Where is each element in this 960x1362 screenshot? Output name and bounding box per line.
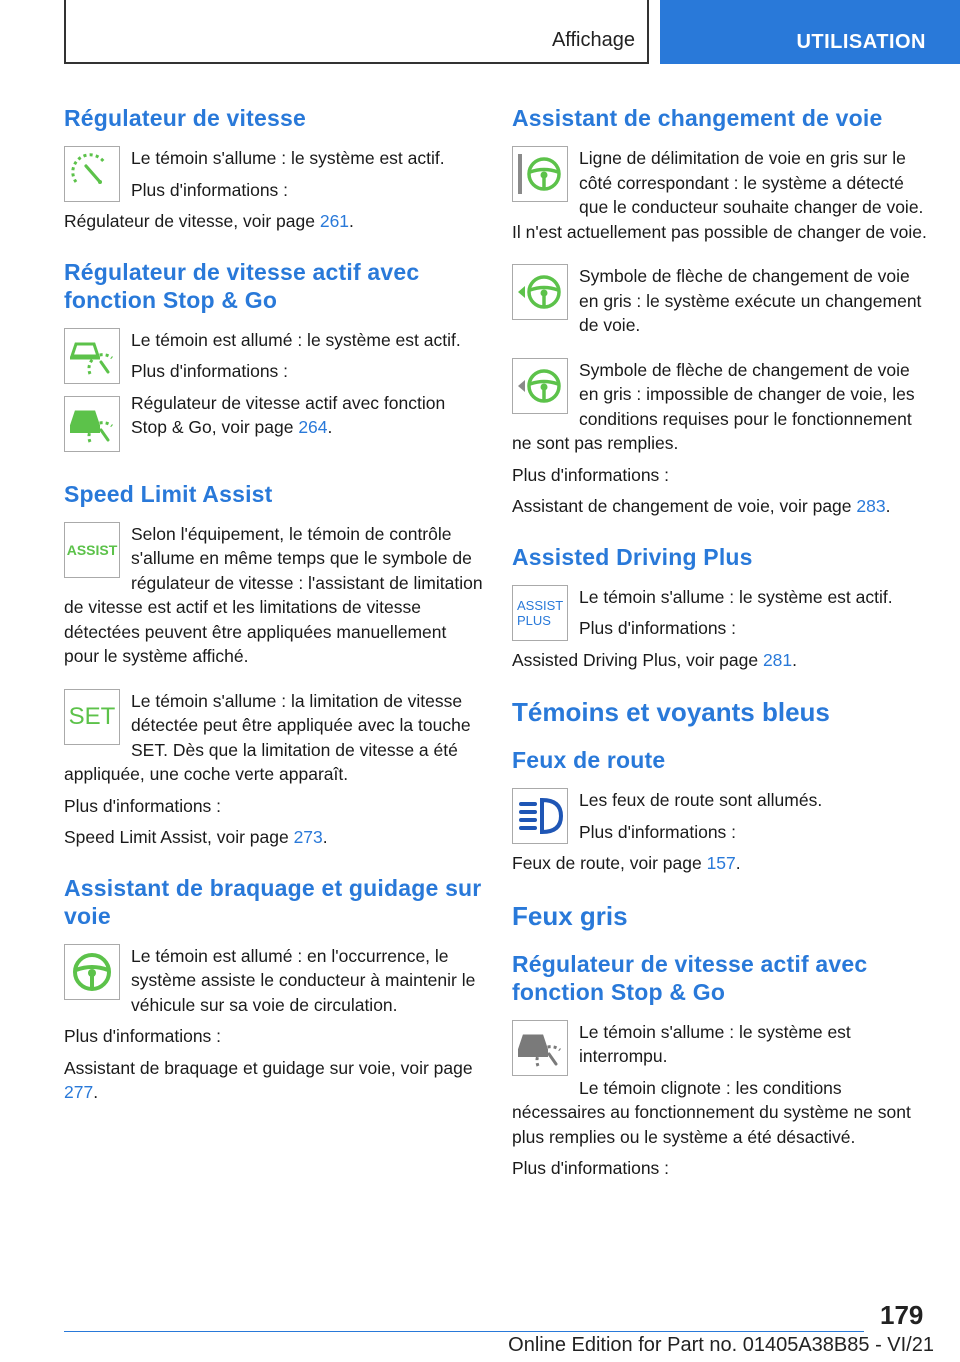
highbeam-block	[512, 784, 932, 876]
sla-block-1	[64, 518, 484, 669]
adp-block	[512, 581, 932, 673]
adp-text-2: Plus d'informations :	[579, 618, 737, 638]
acc-block	[64, 324, 484, 456]
footer-edition: Online Edition for Part no. 01405A38B85 - VI/21	[508, 1334, 934, 1356]
lane-line-icon	[512, 146, 568, 202]
lane-reference: Assistant de changement de voie, voir page 283.	[512, 496, 891, 516]
sla-text-2: Le témoin s'allume : la limitation de vitesse détectée peut être appliquée avec la touche SET. Dès que la limitation de vitesse a été appliquée, une coche verte apparaît.	[64, 690, 471, 784]
section-title-grey: Feux gris	[512, 900, 628, 931]
assist-plus-icon: ASSIST PLUS	[512, 585, 568, 641]
steer-page-link[interactable]: 277	[64, 1082, 94, 1102]
header-chapter-title: UTILISATION	[796, 31, 926, 53]
acc-stop-go-icon	[64, 328, 120, 384]
sla-text-3: Plus d'informations :	[64, 795, 222, 816]
lane-block-3	[512, 354, 932, 519]
cruise-page-link[interactable]: 261	[319, 211, 350, 231]
footer-divider	[64, 1331, 864, 1332]
sla-reference: Speed Limit Assist, voir page 273.	[64, 827, 328, 847]
sla-text-1: Selon l'équipement, le témoin de contrôle s'allume en même temps que le symbole de régulateur de vitesse : l'assistant de limitation de vitesse est actif et les limitations de vitesse détectées peuvent être appliquées manuellement pour le système affiché.	[64, 523, 483, 666]
sla-page-link[interactable]: 273	[293, 827, 323, 847]
section-title-acc: Régulateur de vitesse actif avec fonction Stop & Go	[64, 258, 420, 313]
highbeam-text-1: Les feux de route sont allumés.	[579, 790, 823, 810]
highbeam-reference: Feux de route, voir page 157.	[512, 853, 741, 873]
speedometer-icon	[64, 146, 120, 202]
sla-block-2	[64, 685, 484, 850]
section-title-adp: Assisted Driving Plus	[512, 543, 753, 570]
highbeam-text-2: Plus d'informations :	[579, 821, 737, 842]
cruise-text-2: Plus d'informations :	[131, 179, 289, 200]
adp-text-1: Le témoin s'allume : le système est actif.	[579, 586, 893, 607]
steering-wheel-icon	[64, 944, 120, 1000]
section-title-highbeam: Feux de route	[512, 747, 666, 773]
steer-text-1: Le témoin est allumé : en l'occurrence, le système assiste le conducteur à maintenir le véhicule sur sa voie de circulation.	[131, 945, 476, 1015]
acc-grey-block	[512, 1016, 932, 1181]
set-icon: SET	[64, 689, 120, 745]
section-title-cruise: Régulateur de vitesse	[64, 105, 306, 131]
section-title-sla: Speed Limit Assist	[64, 480, 273, 507]
acc-grey-text-1: Le témoin s'allume : le système est interrompu.	[579, 1021, 851, 1066]
acc-page-link[interactable]: 264	[298, 417, 328, 437]
header-section-title: Affichage	[551, 29, 635, 51]
cruise-block	[64, 142, 484, 234]
steer-reference: Assistant de braquage et guidage sur voie, voir page 277.	[64, 1057, 473, 1102]
lane-text-1: Ligne de délimitation de voie en gris sur le côté correspondant : le système a détecté que le conducteur souhaite changer de voie. Il n'est actuellement pas possible de changer de voie.	[512, 148, 927, 242]
highbeam-page-link[interactable]: 157	[706, 853, 736, 873]
acc-text-1: Le témoin est allumé : le système est actif.	[131, 329, 461, 350]
section-title-lane: Assistant de changement de voie	[512, 105, 883, 131]
lane-text-3: Symbole de flèche de changement de voie en gris : impossible de changer de voie, les conditions requises pour le fonctionnement ne sont pas remplies.	[512, 359, 915, 453]
left-column	[64, 104, 484, 1105]
acc-grey-text-3: Plus d'informations :	[512, 1158, 670, 1178]
acc-text-2: Plus d'informations :	[131, 361, 289, 381]
steer-text-2: Plus d'informations :	[64, 1026, 222, 1046]
section-title-acc-grey: Régulateur de vitesse actif avec fonction Stop & Go	[512, 950, 868, 1005]
adp-page-link[interactable]: 281	[762, 649, 793, 670]
header-section-box	[64, 0, 649, 64]
cruise-text-1: Le témoin s'allume : le système est actif.	[131, 148, 445, 168]
lane-block-1	[512, 142, 932, 244]
section-title-blue: Témoins et voyants bleus	[512, 697, 830, 727]
steer-block	[64, 940, 484, 1105]
page-number: 179	[880, 1300, 924, 1330]
lane-text-4: Plus d'informations :	[512, 464, 670, 485]
acc-grey-icon	[512, 1020, 568, 1076]
lane-block-2	[512, 260, 932, 338]
adp-reference: Assisted Driving Plus, voir page 281.	[512, 649, 798, 670]
lane-page-link[interactable]: 283	[856, 496, 886, 516]
assist-icon: ASSIST	[64, 522, 120, 578]
acc-reference: Régulateur de vitesse actif avec fonction Stop & Go, voir page 264.	[131, 392, 446, 437]
right-column	[512, 104, 932, 1181]
high-beam-icon	[512, 788, 568, 844]
header-chapter-tab	[660, 0, 960, 64]
acc-active-icon	[64, 396, 120, 452]
cruise-reference: Régulateur de vitesse, voir page 261.	[64, 211, 354, 231]
section-title-steer: Assistant de braquage et guidage sur voie	[64, 874, 482, 929]
lane-text-2: Symbole de flèche de changement de voie en gris : le système exécute un changement de voie.	[579, 266, 922, 335]
lane-arrow-icon	[512, 264, 568, 320]
acc-grey-text-2: Le témoin clignote : les conditions nécessaires au fonctionnement du système ne sont plus remplies ou le système a été désactivé.	[512, 1077, 911, 1147]
lane-arrow-grey-icon	[512, 358, 568, 414]
